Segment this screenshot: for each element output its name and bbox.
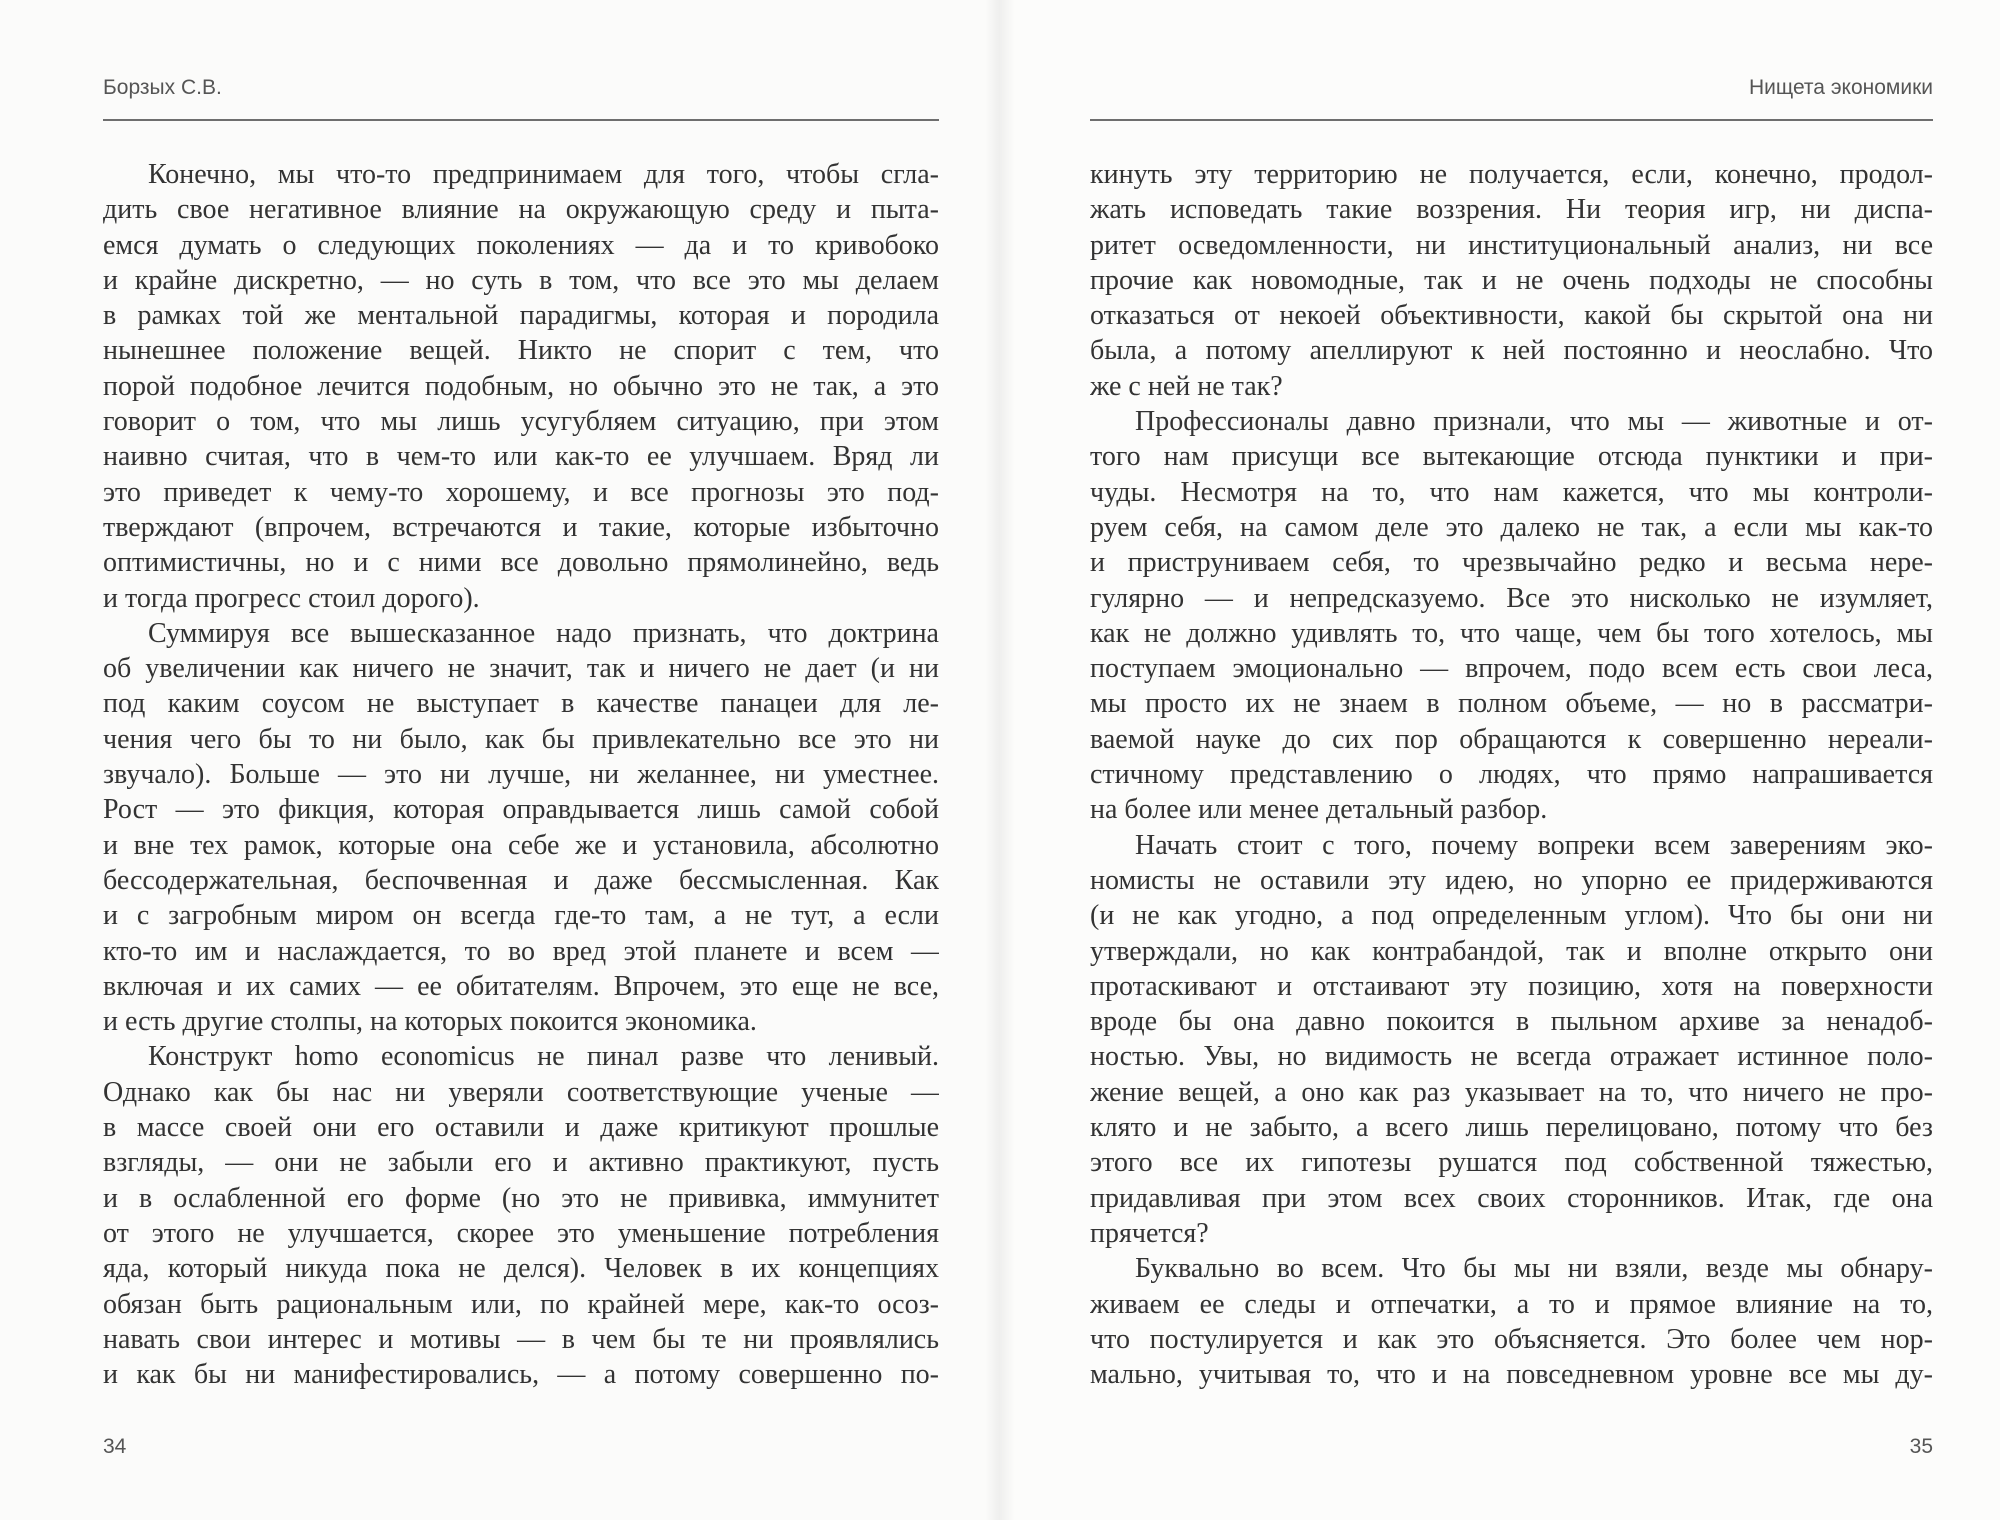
text-line: стичному представлению о людях, что прямо напрашивается [1090,759,1933,791]
book-gutter [985,0,1015,1520]
right-page-body [1090,157,1933,1392]
text-line: и тогда прогресс стоил дорого). [103,582,480,614]
text-line: под каким соусом не выступает в качестве панацеи для ле- [103,688,939,720]
text-line: это приведет к чему-то хорошему, и все прогнозы это под- [103,476,939,508]
text-line: придавливая при этом всех своих сторонников. Итак, где она [1090,1182,1933,1214]
header-rule [103,119,939,121]
text-line: взгляды, — они не забыли его и активно практикуют, пусть [103,1147,939,1179]
text-line: Конструкт homo economicus не пинал разве что ленивый. [148,1041,939,1073]
text-line: дить свое негативное влияние на окружающую среду и пыта- [103,194,939,226]
text-line: наивно считая, что в чем-то или как-то ее улучшаем. Вряд ли [103,441,939,473]
text-line: и в ослабленной его форме (но это не прививка, иммунитет [103,1182,939,1214]
text-line: вроде бы она давно покоится в пыльном архиве за ненадоб- [1090,1006,1933,1038]
text-line: Буквально во всем. Что бы мы ни взяли, везде мы обнару- [1135,1253,1933,1285]
page-number-right: 35 [1909,1435,1933,1458]
text-line: того нам присущи все вытекающие отсюда пунктики и при- [1090,441,1933,473]
text-line: живаем ее следы и отпечатки, а то и прямое влияние на то, [1090,1288,1933,1320]
text-line: как не должно удивлять то, что чаще, чем бы того хотелось, мы [1090,617,1933,649]
text-line: клято и не забыто, а всего лишь перелицовано, потому что без [1090,1112,1933,1144]
running-head-author: Борзых С.В. [103,76,222,99]
text-line: и вне тех рамок, которые она себе же и установила, абсолютно [103,829,939,861]
text-line: чения чего бы то ни было, как бы привлекательно все это ни [103,723,939,755]
text-line: руем себя, на самом деле это далеко не так, а если мы как-то [1090,511,1933,543]
left-page-body [103,157,939,1392]
text-line: и как бы ни манифестировались, — а потому совершенно по- [103,1359,939,1391]
text-line: Однако как бы нас ни уверяли соответствующие ученые — [103,1076,939,1108]
text-line: прочие как новомодные, так и не очень подходы не способны [1090,264,1933,296]
page-number-left: 34 [103,1435,127,1458]
text-line: звучало). Больше — это ни лучше, ни желаннее, ни уместнее. [103,759,939,791]
text-line: от этого не улучшается, скорее это уменьшение потребления [103,1217,939,1249]
text-line: утверждали, но как контрабандой, так и вполне открыто они [1090,935,1933,967]
text-line: Суммируя все вышесказанное надо признать, что доктрина [148,617,939,649]
text-line: мально, учитывая то, что и на повседневном уровне все мы ду- [1090,1359,1933,1391]
text-line: обязан быть рациональным или, по крайней мере, как-то осоз- [103,1288,939,1320]
text-line: в массе своей они его оставили и даже критикуют прошлые [103,1112,939,1144]
text-line: в рамках той же ментальной парадигмы, которая и породила [103,300,939,332]
text-line: чуды. Несмотря на то, что нам кажется, что мы контроли- [1090,476,1933,508]
text-line: (и не как угодно, а под определенным углом). Что бы они ни [1090,900,1933,932]
text-line: и приструниваем себя, то чрезвычайно редко и весьма нере- [1090,547,1933,579]
text-line: и с загробным миром он всегда где-то там, а не тут, а если [103,900,939,932]
text-line: прячется? [1090,1217,1209,1249]
right-page [1000,0,2000,1520]
text-line: нынешнее положение вещей. Никто не спорит с тем, что [103,335,939,367]
text-line: мы просто их не знаем в полном объеме, — но в рассматри- [1090,688,1933,720]
text-line: кинуть эту территорию не получается, если, конечно, продол- [1090,159,1933,190]
text-line: на более или менее детальный разбор. [1090,794,1548,826]
text-line: этого все их гипотезы рушатся под собственной тяжестью, [1090,1147,1933,1179]
text-line: поступаем эмоционально — впрочем, подо всем есть свои леса, [1090,653,1933,685]
text-line: оптимистичны, но и с ними все довольно прямолинейно, ведь [103,547,939,579]
text-line: Профессионалы давно признали, что мы — животные и от- [1135,406,1933,438]
header-rule [1090,119,1933,121]
text-line: ностью. Увы, но видимость не всегда отражает истинное поло- [1090,1041,1933,1073]
text-line: жение вещей, а оно как раз указывает на то, что ничего не про- [1090,1076,1933,1108]
text-line: порой подобное лечится подобным, но обычно это не так, а это [103,370,939,402]
text-line: и есть другие столпы, на которых покоится экономика. [103,1006,757,1038]
text-line: номисты не оставили эту идею, но упорно ее придерживаются [1090,864,1933,896]
text-line: гулярно — и непредсказуемо. Все это нисколько не изумляет, [1090,582,1933,614]
text-line: была, а потому апеллируют к ней постоянно и неослабно. Что [1090,335,1933,367]
text-line: кто-то им и наслаждается, то во вред этой планете и всем — [103,935,939,967]
text-line: же с ней не так? [1090,370,1283,402]
text-line: говорит о том, что мы лишь усугубляем ситуацию, при этом [103,406,939,438]
text-line: жать исповедать такие воззрения. Ни теория игр, ни диспа- [1090,194,1933,226]
text-line: Рост — это фикция, которая оправдывается лишь самой собой [103,794,939,826]
text-line: навать свои интерес и мотивы — в чем бы те ни проявлялись [103,1323,939,1355]
text-line: ритет осведомленности, ни институциональный анализ, ни все [1090,229,1933,261]
text-line: отказаться от некоей объективности, какой бы скрытой она ни [1090,300,1933,332]
text-line: емся думать о следующих поколениях — да и то кривобоко [103,229,939,261]
running-head-title: Нищета экономики [1749,76,1933,99]
text-line: что постулируется и как это объясняется. Это более чем нор- [1090,1323,1933,1355]
text-line: Конечно, мы что-то предпринимаем для того, чтобы сгла- [148,159,939,190]
text-line: яда, который никуда пока не делся). Человек в их концепциях [103,1253,939,1285]
text-line: тверждают (впрочем, встречаются и такие, которые избыточно [103,511,939,543]
text-line: Начать стоит с того, почему вопреки всем заверениям эко- [1135,829,1933,861]
text-line: протаскивают и отстаивают эту позицию, хотя на поверхности [1090,970,1933,1002]
text-line: ваемой науке до сих пор обращаются к совершенно нереали- [1090,723,1933,755]
text-line: и крайне дискретно, — но суть в том, что все это мы делаем [103,264,939,296]
text-line: об увеличении как ничего не значит, так и ничего не дает (и ни [103,653,939,685]
text-line: бессодержательная, беспочвенная и даже бессмысленная. Как [103,864,939,896]
text-line: включая и их самих — ее обитателям. Впрочем, это еще не все, [103,970,939,1002]
